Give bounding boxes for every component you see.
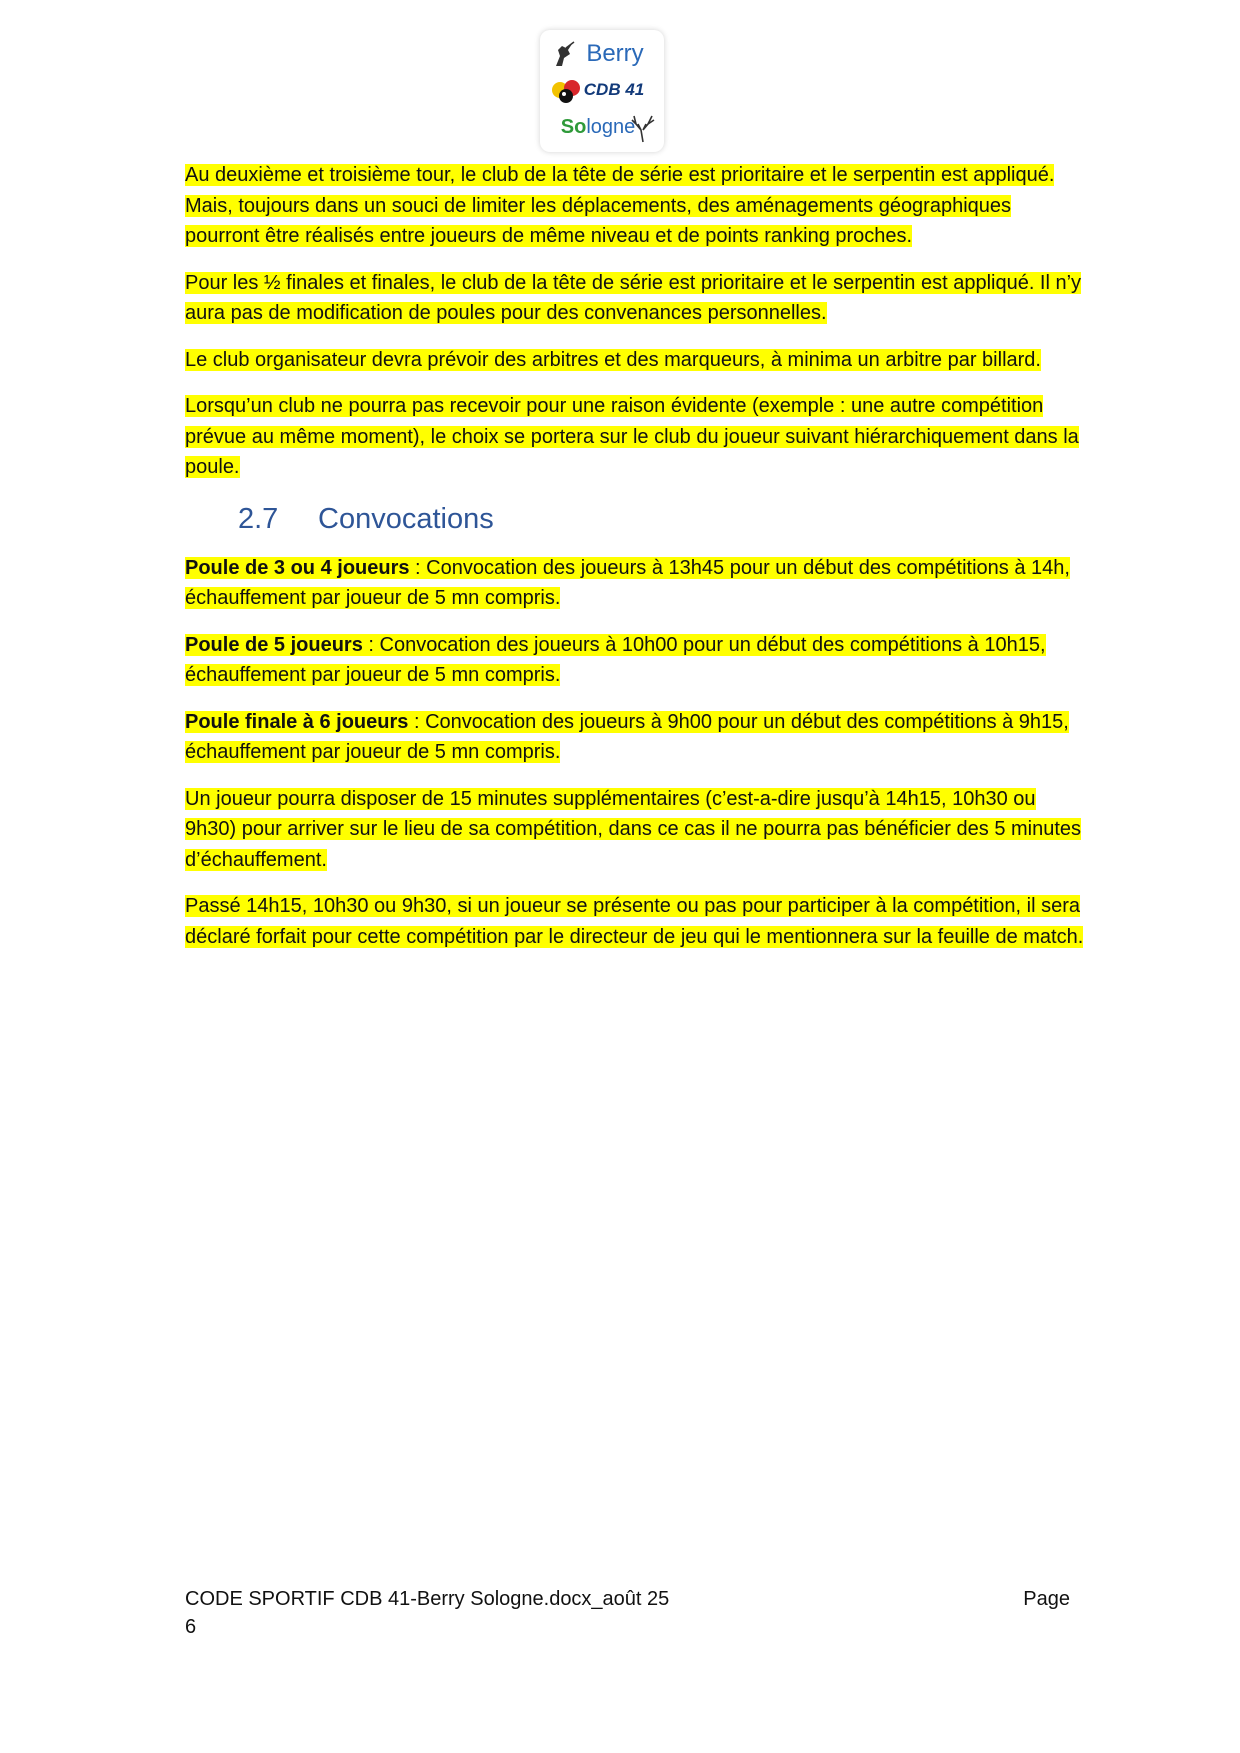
section-title: Convocations bbox=[318, 502, 494, 535]
paragraph bbox=[185, 345, 1085, 376]
logo-berry-text: Berry bbox=[586, 40, 644, 67]
paragraph bbox=[185, 891, 1085, 952]
logo-sologne-prefix: So bbox=[560, 116, 587, 138]
footer-page-label: Page bbox=[1023, 1588, 1070, 1610]
paragraph-text: Un joueur pourra disposer de 15 minutes supplémentaires (c’est-a-dire jusqu’à 14h15, 10h30 ou 9h30) pour arriver sur le lieu de sa compétition, dans ce cas il ne pourra pas bénéficier des 5 minutes d’échauffement. bbox=[185, 787, 1082, 871]
section-heading bbox=[238, 499, 1085, 539]
convocation-paragraph bbox=[185, 630, 1085, 691]
footer-filename: CODE SPORTIF CDB 41-Berry Sologne.docx_août 25 bbox=[185, 1588, 670, 1610]
cdb41-logo bbox=[540, 30, 664, 152]
convocation-text bbox=[185, 557, 1070, 610]
convocation-label: Poule de 5 joueurs bbox=[185, 633, 363, 656]
convocation-label: Poule de 3 ou 4 joueurs bbox=[185, 556, 410, 579]
convocation-paragraph bbox=[185, 707, 1085, 768]
page-content bbox=[185, 160, 1085, 968]
convocation-paragraph bbox=[185, 553, 1085, 614]
convocation-detail: : Convocation des joueurs à 10h00 pour un début des compétitions à 10h15, échauffement par joueur de 5 mn compris. bbox=[185, 633, 1046, 686]
paragraph-text: Le club organisateur devra prévoir des arbitres et des marqueurs, à minima un arbitre par billard. bbox=[185, 348, 1041, 371]
paragraph-text: Lorsqu’un club ne pourra pas recevoir pour une raison évidente (exemple : une autre compétition prévue au même moment), le choix se portera sur le club du joueur suivant hiérarchiquement dans la poule. bbox=[185, 395, 1079, 478]
paragraph bbox=[185, 160, 1085, 252]
paragraph bbox=[185, 268, 1085, 329]
logo-cdb41-text: CDB 41 bbox=[583, 80, 645, 99]
stag-icon bbox=[630, 112, 656, 144]
convocation-detail: : Convocation des joueurs à 13h45 pour un début des compétitions à 14h, échauffement par joueur de 5 mn compris. bbox=[185, 556, 1070, 609]
paragraph bbox=[185, 784, 1085, 876]
section-number: 2.7 bbox=[238, 502, 279, 535]
paragraph-text: Pour les ½ finales et finales, le club de la tête de série est prioritaire et le serpentin est appliqué. Il n’y aura pas de modification de poules pour des convenances personnelles. bbox=[185, 271, 1082, 324]
convocation-text bbox=[185, 634, 1046, 687]
convocation-detail: : Convocation des joueurs à 9h00 pour un début des compétitions à 9h15, échauffement par joueur de 5 mn compris. bbox=[185, 710, 1069, 763]
convocation-text bbox=[185, 711, 1069, 764]
paragraph bbox=[185, 391, 1085, 483]
paragraph-text: Passé 14h15, 10h30 ou 9h30, si un joueur se présente ou pas pour participer à la compétition, il sera déclaré forfait pour cette compétition par le directeur de jeu qui le mentionnera sur la feuille de match. bbox=[185, 895, 1084, 948]
footer-page-number: 6 bbox=[185, 1616, 197, 1638]
paragraph-text: Au deuxième et troisième tour, le club de la tête de série est prioritaire et le serpentin est appliqué. Mais, toujours dans un souci de limiter les déplacements, des aménagements géographiques pourront être réalisés entre joueurs de même niveau et de points ranking proches. bbox=[185, 164, 1055, 247]
logo-sologne-rest: logne bbox=[586, 116, 636, 138]
convocation-label: Poule finale à 6 joueurs bbox=[185, 710, 409, 733]
